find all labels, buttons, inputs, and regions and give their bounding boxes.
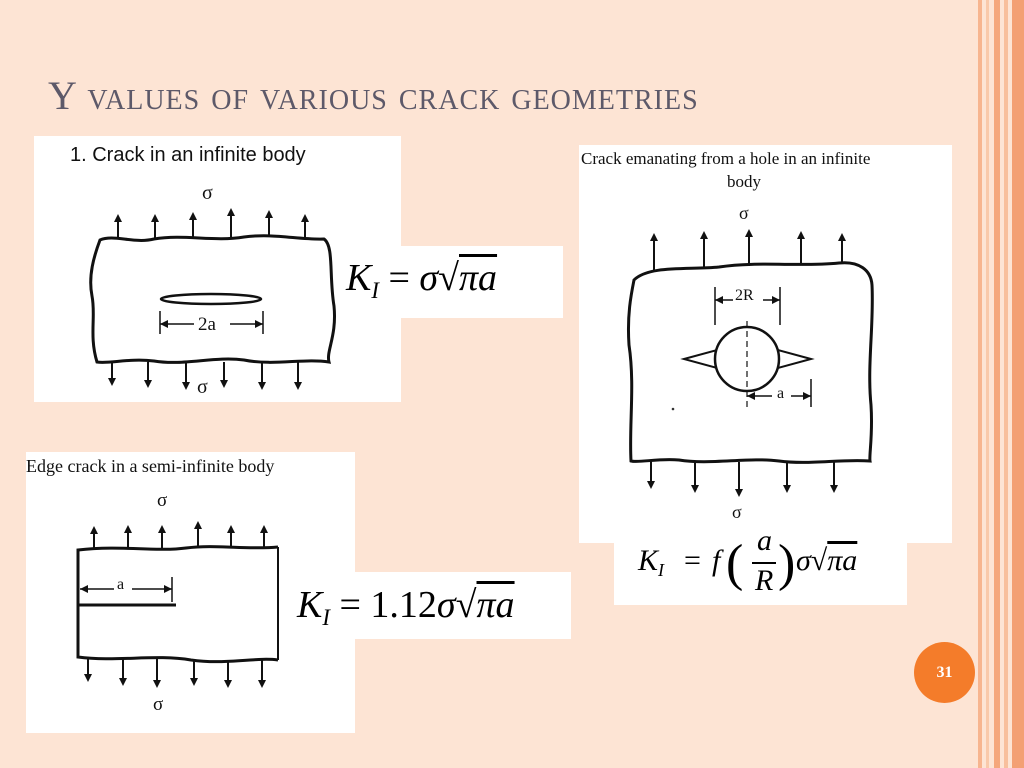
stress-label-bottom: σ — [153, 694, 164, 715]
edge-stripe-4 — [1004, 0, 1008, 768]
stress-label-top: σ — [739, 203, 749, 223]
stress-label-top: σ — [202, 182, 213, 204]
edge-crack-formula: $K_I = 1.12\sigma√\pi a$ — [297, 584, 515, 630]
edge-crack-caption: Edge crack in a semi-infinite body — [26, 456, 275, 476]
edge-stripe-3 — [994, 0, 1000, 768]
crack-length-label: a — [777, 385, 785, 402]
crack-length-label: a — [117, 576, 125, 593]
body-outline — [91, 236, 335, 363]
left-crack-tip — [684, 350, 717, 368]
tension-arrows-top — [118, 212, 305, 238]
edge-stripe-2 — [986, 0, 989, 768]
stress-label-bottom: σ — [197, 376, 208, 398]
crack-length-label: 2a — [198, 314, 216, 335]
slide-title: Y values of various crack geometries — [48, 73, 699, 118]
edge-stripe-5 — [1012, 0, 1024, 768]
edge-stripe-1 — [978, 0, 982, 768]
hole-crack-figure — [579, 145, 952, 543]
hole-crack-formula: $K_I$ = f ( a R ) σ√πa — [638, 524, 858, 597]
stress-label-bottom: σ — [732, 502, 742, 522]
stray-dot — [672, 408, 675, 411]
stress-label-top: σ — [157, 490, 168, 511]
hole-crack-caption-line1: Crack emanating from a hole in an infinite — [581, 149, 871, 168]
right-crack-tip — [778, 350, 811, 368]
infinite-body-formula: $K_I = \sigma√\pi a$ — [346, 257, 498, 303]
tension-arrows-bottom — [88, 659, 262, 684]
page-number-badge: 31 — [914, 642, 975, 703]
tension-arrows-bottom — [651, 461, 834, 493]
hole-crack-caption-line2: body — [727, 172, 761, 191]
hole-crack-drawing — [579, 145, 952, 543]
crack-ellipse — [161, 294, 261, 304]
infinite-body-caption: 1. Crack in an infinite body — [70, 144, 306, 166]
hole-diameter-label: 2R — [735, 287, 754, 304]
tension-arrows-top — [94, 525, 264, 549]
